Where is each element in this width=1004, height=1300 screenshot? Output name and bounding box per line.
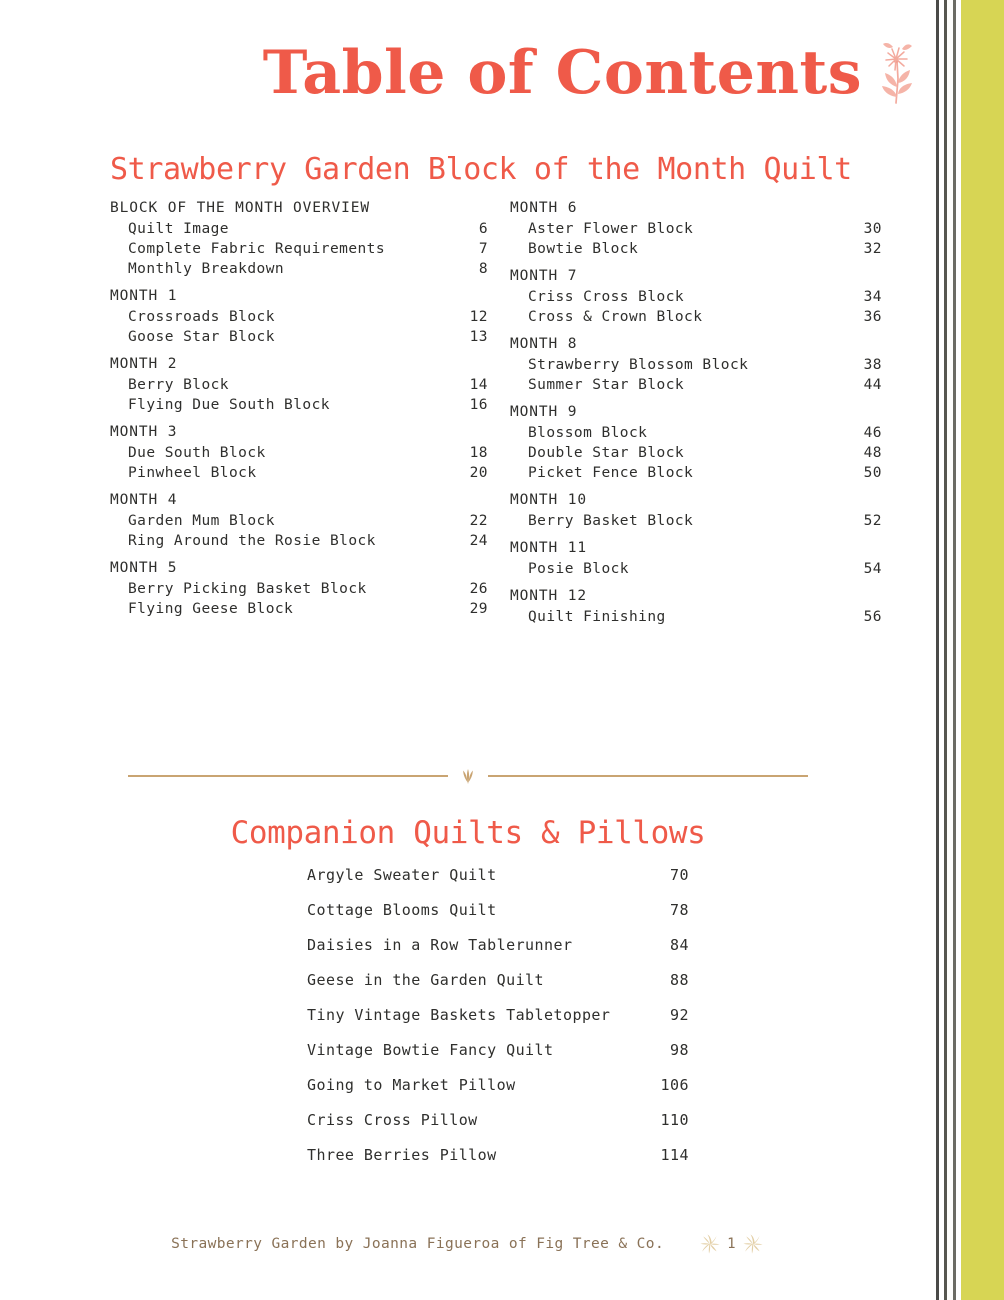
toc-group-title: MONTH 3 [110, 424, 178, 440]
toc-entry-label: Criss Cross Block [528, 289, 685, 305]
toc-entry-page-number: 48 [863, 445, 882, 461]
toc-entry-label: Daisies in a Row Tablerunner [307, 936, 573, 954]
toc-group [510, 492, 910, 529]
toc-entry-page-number: 38 [863, 357, 882, 373]
toc-entry[interactable] [110, 221, 510, 237]
toc-entry[interactable] [110, 241, 510, 257]
toc-entry-label: Strawberry Blossom Block [528, 357, 749, 373]
toc-entry-label: Ring Around the Rosie Block [128, 533, 376, 549]
toc-group-title: MONTH 8 [510, 336, 578, 352]
toc-group [510, 268, 910, 325]
toc-entry-page-number: 18 [469, 445, 488, 461]
divider-rule-left [128, 775, 448, 777]
companion-entry[interactable] [307, 1041, 697, 1059]
companion-entry[interactable] [307, 1006, 697, 1024]
toc-entry-label: Garden Mum Block [128, 513, 275, 529]
toc-entry-page-number: 92 [670, 1006, 689, 1024]
companion-entry[interactable] [307, 936, 697, 954]
toc-entry[interactable] [510, 513, 910, 529]
toc-entry-label: Summer Star Block [528, 377, 685, 393]
toc-group [510, 404, 910, 481]
toc-entry-label: Quilt Image [128, 221, 229, 237]
toc-entry-page-number: 50 [863, 465, 882, 481]
toc-entry[interactable] [110, 397, 510, 413]
toc-group-title: MONTH 6 [510, 200, 578, 216]
toc-entry-page-number: 29 [469, 601, 488, 617]
floral-sprig-icon [872, 39, 918, 111]
toc-entry-label: Three Berries Pillow [307, 1146, 497, 1164]
toc-entry[interactable] [510, 561, 910, 577]
toc-entry[interactable] [110, 445, 510, 461]
section-heading-quilt: Strawberry Garden Block of the Month Quilt [110, 152, 852, 187]
companion-entry[interactable] [307, 1076, 697, 1094]
toc-entry-label: Berry Basket Block [528, 513, 694, 529]
toc-entry[interactable] [110, 377, 510, 393]
toc-entry-page-number: 78 [670, 901, 689, 919]
toc-entry-label: Crossroads Block [128, 309, 275, 325]
footer-page-indicator [698, 1232, 765, 1256]
toc-entry-page-number: 54 [863, 561, 882, 577]
toc-entry[interactable] [110, 261, 510, 277]
toc-entry-page-number: 24 [469, 533, 488, 549]
toc-entry-page-number: 110 [660, 1111, 689, 1129]
companion-entry[interactable] [307, 971, 697, 989]
toc-entry-page-number: 36 [863, 309, 882, 325]
toc-entry-label: Berry Block [128, 377, 229, 393]
toc-entry-page-number: 6 [478, 221, 488, 237]
toc-entry[interactable] [110, 581, 510, 597]
toc-entry-label: Double Star Block [528, 445, 685, 461]
toc-group-title: MONTH 4 [110, 492, 178, 508]
toc-entry-label: Blossom Block [528, 425, 648, 441]
toc-entry-label: Flying Geese Block [128, 601, 294, 617]
toc-entry-label: Aster Flower Block [528, 221, 694, 237]
toc-entry-label: Monthly Breakdown [128, 261, 285, 277]
companion-list [307, 866, 697, 1181]
toc-group [510, 588, 910, 625]
toc-group [110, 288, 510, 345]
toc-group [110, 492, 510, 549]
toc-entry[interactable] [510, 425, 910, 441]
toc-entry-page-number: 52 [863, 513, 882, 529]
toc-entry-page-number: 14 [469, 377, 488, 393]
toc-group [110, 356, 510, 413]
toc-entry-page-number: 34 [863, 289, 882, 305]
toc-column-right [510, 200, 910, 636]
toc-entry[interactable] [510, 357, 910, 373]
toc-entry-label: Cross & Crown Block [528, 309, 703, 325]
toc-columns [110, 200, 910, 636]
pinwheel-ornament-left-icon [698, 1232, 722, 1256]
toc-entry[interactable] [510, 609, 910, 625]
toc-entry-page-number: 22 [469, 513, 488, 529]
toc-entry-label: Complete Fabric Requirements [128, 241, 386, 257]
toc-entry-label: Vintage Bowtie Fancy Quilt [307, 1041, 554, 1059]
toc-entry-label: Posie Block [528, 561, 629, 577]
toc-entry[interactable] [110, 601, 510, 617]
leaf-fleuron-icon [455, 763, 481, 789]
divider-rule-right [488, 775, 808, 777]
toc-entry-page-number: 8 [478, 261, 488, 277]
toc-group [510, 200, 910, 257]
toc-entry[interactable] [510, 445, 910, 461]
toc-entry-label: Berry Picking Basket Block [128, 581, 367, 597]
toc-entry-page-number: 7 [478, 241, 488, 257]
toc-entry[interactable] [110, 309, 510, 325]
toc-entry-page-number: 16 [469, 397, 488, 413]
footer-page-number: 1 [727, 1236, 736, 1252]
companion-entry[interactable] [307, 901, 697, 919]
toc-entry-label: Due South Block [128, 445, 266, 461]
page-title-row [0, 28, 936, 118]
toc-entry[interactable] [510, 309, 910, 325]
toc-group-title: MONTH 2 [110, 356, 178, 372]
toc-group [510, 336, 910, 393]
toc-entry[interactable] [510, 221, 910, 237]
companion-entry[interactable] [307, 1146, 697, 1164]
toc-group-title: MONTH 7 [510, 268, 578, 284]
page-footer [0, 1232, 936, 1256]
toc-group [110, 424, 510, 481]
toc-group-title: MONTH 12 [510, 588, 588, 604]
toc-entry-page-number: 26 [469, 581, 488, 597]
toc-entry-label: Cottage Blooms Quilt [307, 901, 497, 919]
toc-group-title: MONTH 5 [110, 560, 178, 576]
toc-entry-label: Argyle Sweater Quilt [307, 866, 497, 884]
section-divider [128, 762, 808, 790]
toc-entry-page-number: 56 [863, 609, 882, 625]
toc-entry[interactable] [510, 289, 910, 305]
toc-entry-page-number: 30 [863, 221, 882, 237]
toc-entry[interactable] [110, 513, 510, 529]
toc-entry-label: Criss Cross Pillow [307, 1111, 478, 1129]
pinwheel-ornament-right-icon [741, 1232, 765, 1256]
companion-entry[interactable] [307, 866, 697, 884]
toc-entry[interactable] [110, 329, 510, 345]
toc-group-title: MONTH 11 [510, 540, 588, 556]
toc-entry-label: Picket Fence Block [528, 465, 694, 481]
toc-group-title: BLOCK OF THE MONTH OVERVIEW [110, 200, 371, 216]
toc-entry[interactable] [510, 465, 910, 481]
toc-entry-page-number: 12 [469, 309, 488, 325]
toc-group-title: MONTH 1 [110, 288, 178, 304]
toc-entry-label: Bowtie Block [528, 241, 639, 257]
toc-group-title: MONTH 9 [510, 404, 578, 420]
toc-entry-label: Pinwheel Block [128, 465, 257, 481]
toc-entry-label: Tiny Vintage Baskets Tabletopper [307, 1006, 611, 1024]
toc-entry-page-number: 13 [469, 329, 488, 345]
companion-entry[interactable] [307, 1111, 697, 1129]
toc-entry-page-number: 88 [670, 971, 689, 989]
toc-entry[interactable] [510, 241, 910, 257]
toc-entry-label: Flying Due South Block [128, 397, 330, 413]
toc-entry-page-number: 44 [863, 377, 882, 393]
toc-group-title: MONTH 10 [510, 492, 588, 508]
page-title: Table of Contents [262, 38, 862, 108]
toc-group [510, 540, 910, 577]
toc-entry-page-number: 84 [670, 936, 689, 954]
toc-group [110, 560, 510, 617]
toc-entry-page-number: 20 [469, 465, 488, 481]
toc-entry[interactable] [110, 465, 510, 481]
toc-entry-label: Quilt Finishing [528, 609, 666, 625]
toc-entry[interactable] [510, 377, 910, 393]
toc-entry-page-number: 32 [863, 241, 882, 257]
toc-entry-page-number: 46 [863, 425, 882, 441]
toc-entry-label: Goose Star Block [128, 329, 275, 345]
toc-entry-label: Geese in the Garden Quilt [307, 971, 545, 989]
toc-entry-page-number: 106 [660, 1076, 689, 1094]
footer-credit: Strawberry Garden by Joanna Figueroa of Fig Tree & Co. [171, 1236, 665, 1252]
toc-entry-page-number: 114 [660, 1146, 689, 1164]
toc-entry-page-number: 70 [670, 866, 689, 884]
toc-entry[interactable] [110, 533, 510, 549]
toc-entry-label: Going to Market Pillow [307, 1076, 516, 1094]
toc-entry-page-number: 98 [670, 1041, 689, 1059]
toc-group [110, 200, 510, 277]
section-heading-companion: Companion Quilts & Pillows [230, 815, 706, 851]
page-edge-binding [936, 0, 1004, 1300]
toc-column-left [110, 200, 510, 636]
edge-color-band [961, 0, 1004, 1300]
